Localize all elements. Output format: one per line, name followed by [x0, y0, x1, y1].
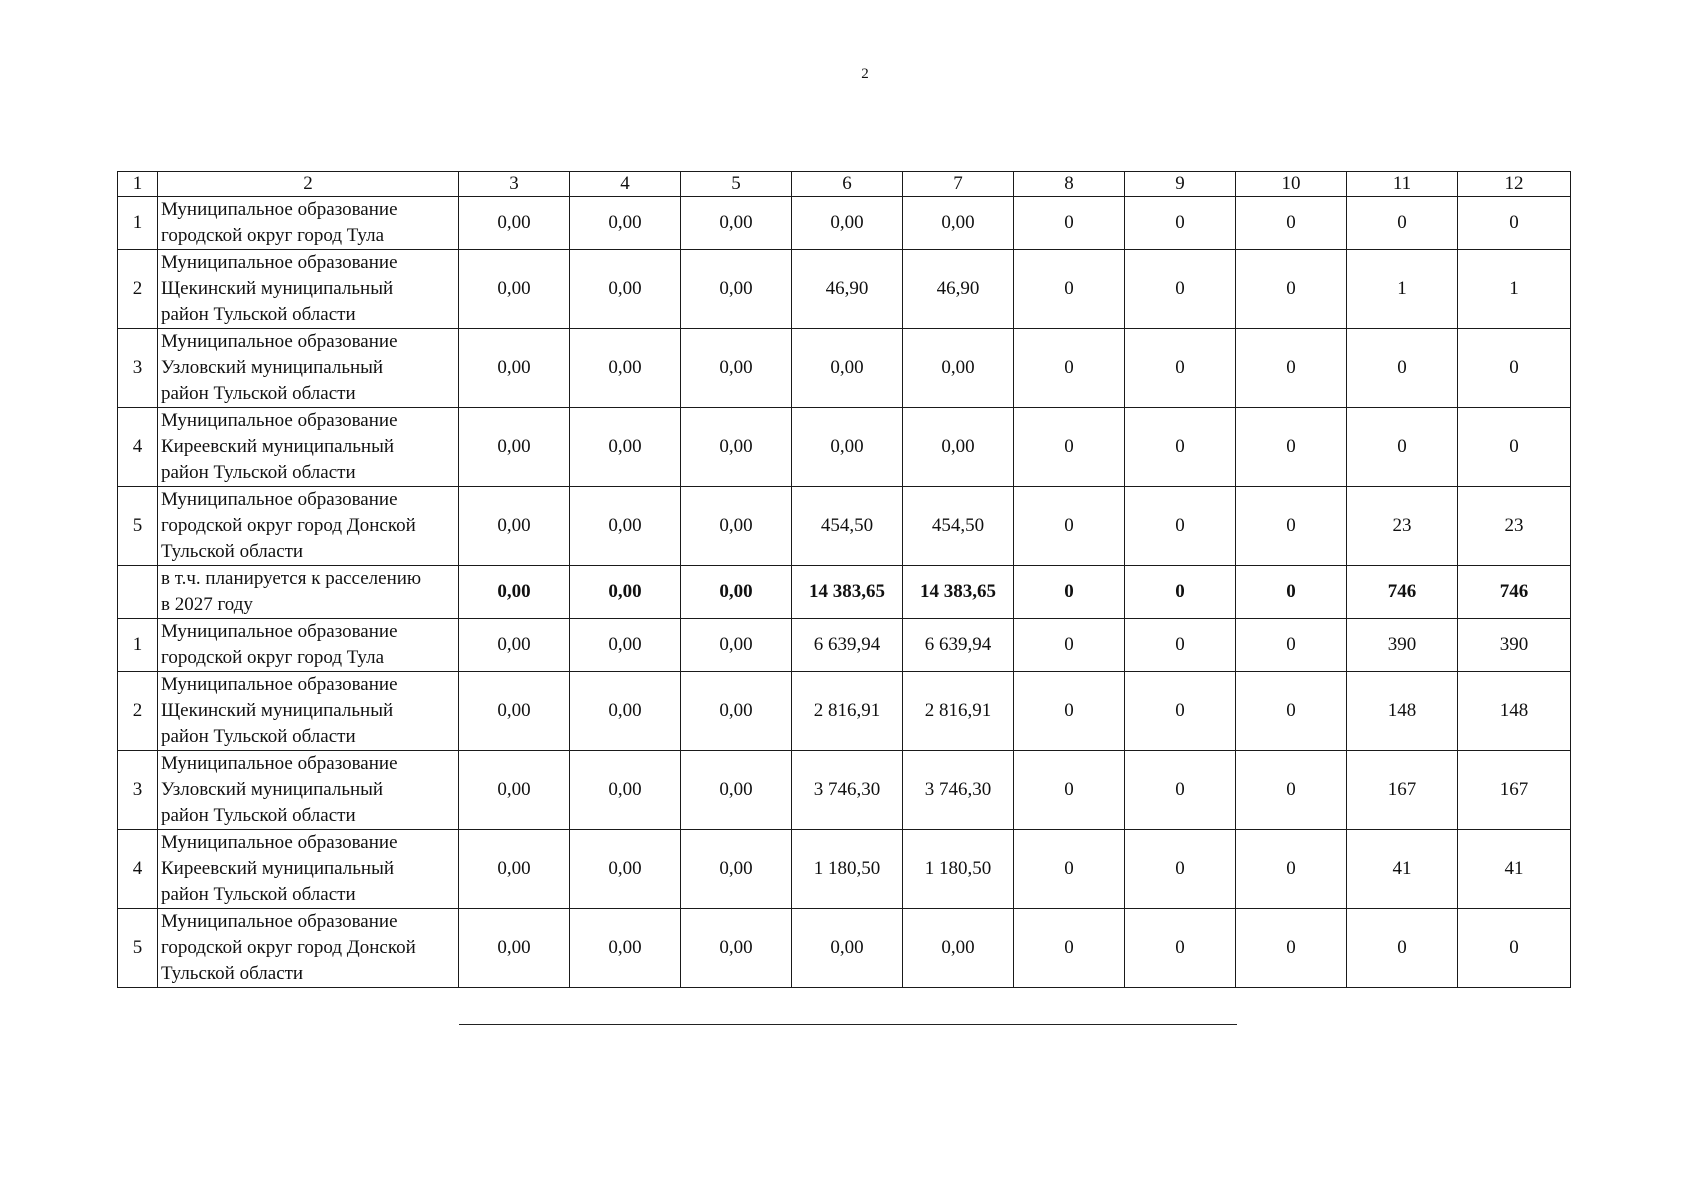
value-cell: 0,00 [570, 619, 681, 672]
value-cell: 0,00 [459, 909, 570, 988]
value-cell: 0,00 [570, 566, 681, 619]
value-cell: 0,00 [570, 751, 681, 830]
value-cell: 0,00 [903, 909, 1014, 988]
row-number-cell: 5 [118, 909, 158, 988]
name-line: Узловский муниципальный [161, 357, 384, 378]
column-header: 4 [570, 172, 681, 197]
name-line: район Тульской области [161, 884, 356, 905]
value-cell: 0,00 [681, 751, 792, 830]
column-header: 2 [158, 172, 459, 197]
value-cell: 0 [1458, 197, 1571, 250]
table-row [118, 619, 1571, 672]
value-cell: 0,00 [459, 566, 570, 619]
value-cell: 746 [1458, 566, 1571, 619]
name-line: район Тульской области [161, 726, 356, 747]
table-row [118, 909, 1571, 988]
name-line: Киреевский муниципальный [161, 436, 395, 457]
municipality-name-cell [158, 197, 459, 250]
name-line: Тульской области [161, 963, 304, 984]
row-number-cell: 4 [118, 408, 158, 487]
name-line: район Тульской области [161, 462, 356, 483]
value-cell: 23 [1458, 487, 1571, 566]
value-cell: 0 [1125, 751, 1236, 830]
value-cell: 0 [1458, 329, 1571, 408]
value-cell: 6 639,94 [903, 619, 1014, 672]
column-header: 10 [1236, 172, 1347, 197]
name-line: Муниципальное образование [161, 753, 398, 774]
value-cell: 0 [1125, 408, 1236, 487]
table-row [118, 751, 1571, 830]
value-cell: 0,00 [681, 197, 792, 250]
value-cell: 0,00 [903, 197, 1014, 250]
table-body [118, 172, 1571, 988]
value-cell: 0 [1014, 197, 1125, 250]
value-cell: 0,00 [681, 566, 792, 619]
value-cell: 0,00 [459, 329, 570, 408]
name-line: Муниципальное образование [161, 674, 398, 695]
value-cell: 390 [1458, 619, 1571, 672]
value-cell: 390 [1347, 619, 1458, 672]
value-cell: 14 383,65 [792, 566, 903, 619]
name-line: Муниципальное образование [161, 489, 398, 510]
value-cell: 0 [1014, 487, 1125, 566]
value-cell: 0,00 [570, 909, 681, 988]
value-cell: 0,00 [792, 909, 903, 988]
value-cell: 0,00 [459, 487, 570, 566]
table-row [118, 197, 1571, 250]
column-header: 5 [681, 172, 792, 197]
value-cell: 0,00 [459, 197, 570, 250]
value-cell: 0,00 [459, 830, 570, 909]
value-cell: 0,00 [570, 672, 681, 751]
column-header: 3 [459, 172, 570, 197]
value-cell: 0,00 [459, 751, 570, 830]
name-line: городской округ город Донской [161, 515, 416, 536]
value-cell: 167 [1347, 751, 1458, 830]
value-cell: 0,00 [681, 830, 792, 909]
name-line: Щекинский муниципальный [161, 700, 394, 721]
value-cell: 0 [1125, 487, 1236, 566]
row-number-cell: 2 [118, 672, 158, 751]
name-line: Муниципальное образование [161, 331, 398, 352]
value-cell: 0 [1014, 672, 1125, 751]
value-cell: 0 [1125, 830, 1236, 909]
municipality-name-cell [158, 751, 459, 830]
row-number-cell: 3 [118, 329, 158, 408]
column-header: 7 [903, 172, 1014, 197]
column-header: 12 [1458, 172, 1571, 197]
row-number-cell: 3 [118, 751, 158, 830]
page-number: 2 [861, 66, 869, 82]
value-cell: 0,00 [459, 672, 570, 751]
column-header: 6 [792, 172, 903, 197]
name-line: Муниципальное образование [161, 832, 398, 853]
value-cell: 0 [1125, 909, 1236, 988]
value-cell: 0 [1347, 197, 1458, 250]
value-cell: 0 [1236, 487, 1347, 566]
value-cell: 0,00 [681, 250, 792, 329]
name-line: городской округ город Тула [161, 647, 385, 668]
municipality-name-cell [158, 250, 459, 329]
value-cell: 23 [1347, 487, 1458, 566]
value-cell: 1 180,50 [792, 830, 903, 909]
name-line: городской округ город Тула [161, 225, 385, 246]
value-cell: 0,00 [681, 909, 792, 988]
value-cell: 0 [1014, 751, 1125, 830]
name-line: Муниципальное образование [161, 621, 398, 642]
value-cell: 0,00 [792, 329, 903, 408]
value-cell: 0,00 [570, 830, 681, 909]
value-cell: 14 383,65 [903, 566, 1014, 619]
municipality-name-cell [158, 487, 459, 566]
value-cell: 0,00 [681, 487, 792, 566]
name-line: Муниципальное образование [161, 199, 398, 220]
value-cell: 0 [1236, 751, 1347, 830]
value-cell: 46,90 [792, 250, 903, 329]
municipality-name-cell [158, 566, 459, 619]
value-cell: 2 816,91 [792, 672, 903, 751]
name-line: Киреевский муниципальный [161, 858, 395, 879]
value-cell: 2 816,91 [903, 672, 1014, 751]
value-cell: 0 [1236, 672, 1347, 751]
table-row [118, 830, 1571, 909]
value-cell: 0 [1125, 619, 1236, 672]
name-line: в 2027 году [161, 594, 253, 615]
value-cell: 0 [1014, 909, 1125, 988]
value-cell: 0 [1236, 329, 1347, 408]
value-cell: 0,00 [459, 408, 570, 487]
name-line: Узловский муниципальный [161, 779, 384, 800]
municipality-name-cell [158, 909, 459, 988]
value-cell: 0 [1236, 197, 1347, 250]
value-cell: 41 [1347, 830, 1458, 909]
value-cell: 0 [1125, 250, 1236, 329]
value-cell: 1 [1347, 250, 1458, 329]
value-cell: 0 [1014, 408, 1125, 487]
value-cell: 0 [1458, 408, 1571, 487]
value-cell: 0 [1347, 909, 1458, 988]
value-cell: 0 [1458, 909, 1571, 988]
column-header: 1 [118, 172, 158, 197]
value-cell: 0,00 [570, 250, 681, 329]
name-line: район Тульской области [161, 383, 356, 404]
value-cell: 148 [1458, 672, 1571, 751]
value-cell: 0,00 [903, 329, 1014, 408]
municipality-name-cell [158, 408, 459, 487]
value-cell: 0 [1125, 197, 1236, 250]
value-cell: 1 [1458, 250, 1571, 329]
municipality-name-cell [158, 619, 459, 672]
value-cell: 0,00 [681, 408, 792, 487]
table-row [118, 672, 1571, 751]
name-line: городской округ город Донской [161, 937, 416, 958]
name-line: Щекинский муниципальный [161, 278, 394, 299]
name-line: Муниципальное образование [161, 911, 398, 932]
value-cell: 1 180,50 [903, 830, 1014, 909]
row-number-cell: 1 [118, 197, 158, 250]
value-cell: 46,90 [903, 250, 1014, 329]
row-number-cell: 4 [118, 830, 158, 909]
municipality-name-cell [158, 830, 459, 909]
value-cell: 0 [1236, 619, 1347, 672]
value-cell: 0 [1236, 566, 1347, 619]
name-line: район Тульской области [161, 805, 356, 826]
value-cell: 6 639,94 [792, 619, 903, 672]
value-cell: 0 [1236, 408, 1347, 487]
value-cell: 0 [1236, 830, 1347, 909]
value-cell: 0 [1236, 250, 1347, 329]
table-row [118, 329, 1571, 408]
subtotal-row [118, 566, 1571, 619]
name-line: Тульской области [161, 541, 304, 562]
name-line: Муниципальное образование [161, 410, 398, 431]
value-cell: 0,00 [570, 487, 681, 566]
value-cell: 0 [1347, 329, 1458, 408]
name-line: район Тульской области [161, 304, 356, 325]
value-cell: 0 [1125, 329, 1236, 408]
name-line: в т.ч. планируется к расселению [161, 568, 422, 589]
table-row [118, 408, 1571, 487]
value-cell: 0 [1125, 566, 1236, 619]
resettlement-table [117, 171, 1571, 988]
value-cell: 0,00 [570, 329, 681, 408]
value-cell: 0,00 [903, 408, 1014, 487]
value-cell: 3 746,30 [792, 751, 903, 830]
value-cell: 454,50 [903, 487, 1014, 566]
municipality-name-cell [158, 672, 459, 751]
value-cell: 0 [1014, 566, 1125, 619]
value-cell: 167 [1458, 751, 1571, 830]
value-cell: 0,00 [792, 197, 903, 250]
value-cell: 0,00 [459, 250, 570, 329]
value-cell: 148 [1347, 672, 1458, 751]
row-number-cell: 1 [118, 619, 158, 672]
table-row [118, 487, 1571, 566]
value-cell: 0 [1014, 250, 1125, 329]
column-number-row [118, 172, 1571, 197]
value-cell: 0 [1236, 909, 1347, 988]
table-row [118, 250, 1571, 329]
value-cell: 454,50 [792, 487, 903, 566]
value-cell: 0,00 [681, 329, 792, 408]
column-header: 8 [1014, 172, 1125, 197]
value-cell: 0 [1014, 830, 1125, 909]
name-line: Муниципальное образование [161, 252, 398, 273]
value-cell: 3 746,30 [903, 751, 1014, 830]
value-cell: 0 [1014, 619, 1125, 672]
value-cell: 0 [1014, 329, 1125, 408]
municipality-name-cell [158, 329, 459, 408]
value-cell: 0,00 [570, 197, 681, 250]
value-cell: 746 [1347, 566, 1458, 619]
row-number-cell: 2 [118, 250, 158, 329]
row-number-cell: 5 [118, 487, 158, 566]
value-cell: 0 [1125, 672, 1236, 751]
closing-rule [459, 1024, 1237, 1025]
value-cell: 0,00 [570, 408, 681, 487]
value-cell: 0 [1347, 408, 1458, 487]
value-cell: 0,00 [792, 408, 903, 487]
value-cell: 0,00 [681, 619, 792, 672]
column-header: 11 [1347, 172, 1458, 197]
value-cell: 0,00 [681, 672, 792, 751]
column-header: 9 [1125, 172, 1236, 197]
value-cell: 41 [1458, 830, 1571, 909]
value-cell: 0,00 [459, 619, 570, 672]
row-number-cell [118, 566, 158, 619]
